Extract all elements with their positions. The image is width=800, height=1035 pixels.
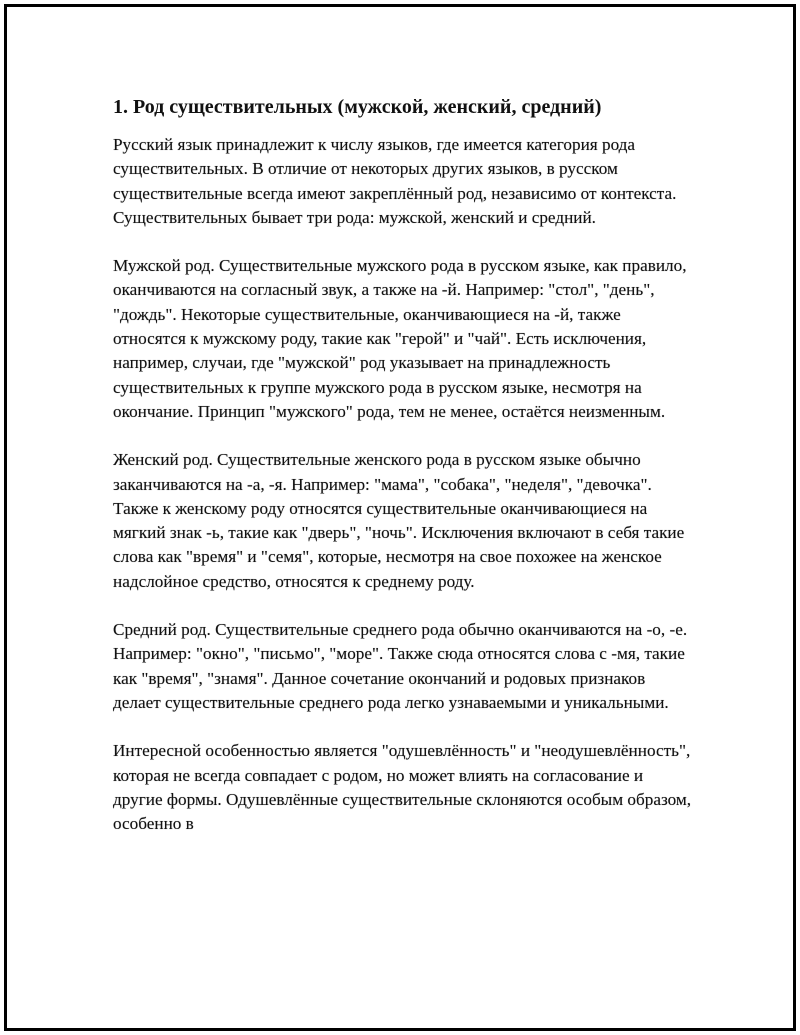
document-body xyxy=(113,95,693,860)
paragraph-animacy: Интересной особенностью является "одушевлённость" и "неодушевлённость", которая не всегда совпадает с родом, но может влиять на согласование и другие формы. Одушевлённые существительные склоняются особым образом, особенно в xyxy=(113,741,692,834)
paragraph-feminine: Женский род. Существительные женского рода в русском языке обычно заканчиваются на -а, -я. Например: "мама", "собака", "неделя", "девочка". Также к женскому роду относятся существительные оканчивающиеся на мягкий знак -ь, такие как "дверь", "ночь". Исключения включают в себя такие слова как "время" и "семя", которые, несмотря на свое похожее на женское надслойное средство, относятся к среднему роду. xyxy=(113,450,685,591)
paragraph-intro: Русский язык принадлежит к числу языков, где имеется категория рода существительных. В отличие от некоторых других языков, в русском существительные всегда имеют закреплённый род, независимо от контекста. Существительных бывает три рода: мужской, женский и средний. xyxy=(113,135,677,227)
paragraph-neuter: Средний род. Существительные среднего рода обычно оканчиваются на -о, -е. Например: "окно", "письмо", "море". Также сюда относятся слова с -мя, такие как "время", "знамя". Данное сочетание окончаний и родовых признаков делает существительные среднего рода легко узнаваемыми и уникальными. xyxy=(113,620,688,712)
section-title: 1. Род существительных (мужской, женский, средний) xyxy=(113,96,602,118)
paragraph-masculine: Мужской род. Существительные мужского рода в русском языке, как правило, оканчиваются на согласный звук, а также на -й. Например: "стол", "день", "дождь". Некоторые существительные, оканчивающиеся на -й, также относятся к мужскому роду, такие как "герой" и "чай". Есть исключения, например, случаи, где "мужской" род указывает на принадлежность существительных к группе мужского рода в русском языке, несмотря на окончание. Принцип "мужского" рода, тем не менее, остаётся неизменным. xyxy=(113,256,687,421)
